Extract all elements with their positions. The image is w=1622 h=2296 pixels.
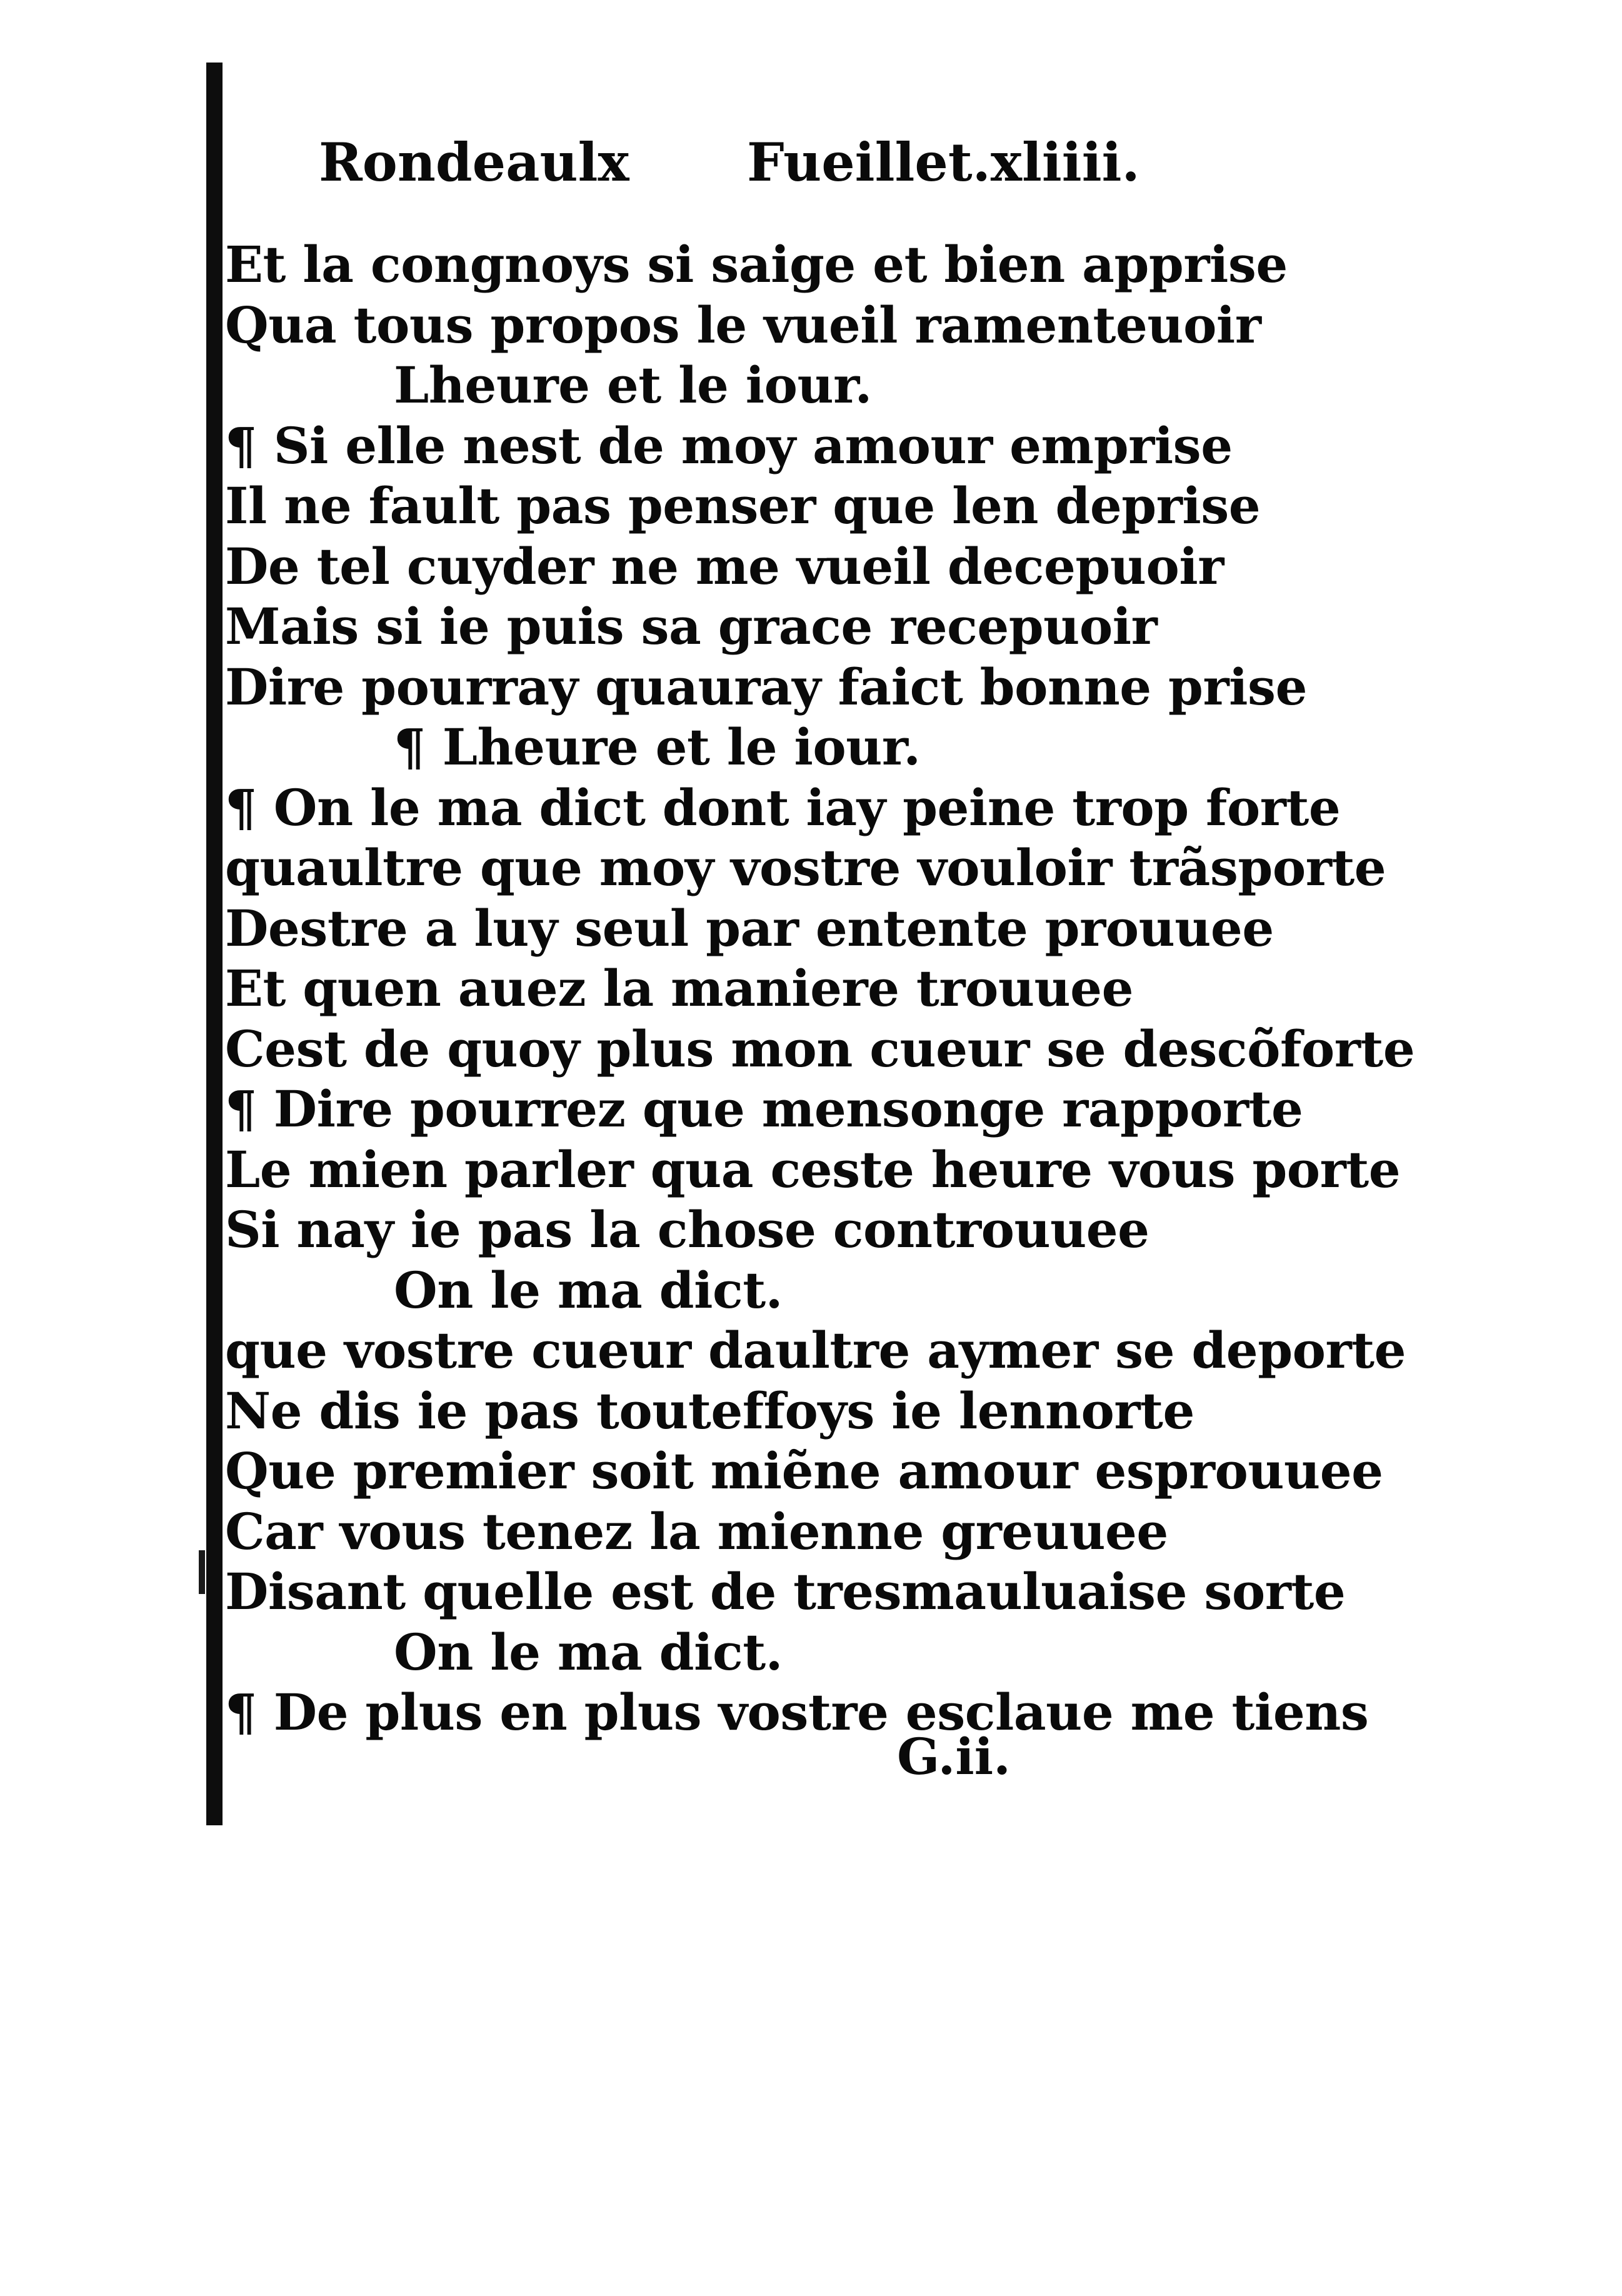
verse-line: Qua tous propos le vueil ramenteuoir [225,295,1261,354]
verse-line: Et quen auez la maniere trouuee [225,959,1133,1018]
verse-refrain: On le ma dict. [394,1622,783,1682]
verse-line: De tel cuyder ne me vueil decepuoir [225,536,1224,596]
verse-refrain: On le ma dict. [394,1260,783,1320]
verse-line: ¶ De plus en plus vostre esclaue me tiens [225,1683,1369,1742]
verse-refrain: Lheure et le iour. [394,356,872,414]
verse-line: quaultre que moy vostre vouloir trãsporte [225,838,1386,897]
verse-line: ¶ Dire pourrez que mensonge rapporte [225,1080,1303,1138]
verse-line: ¶ Si elle nest de moy amour emprise [225,416,1233,475]
binding-edge-rule [206,63,223,1825]
verse-line: Si nay ie pas la chose controuuee [225,1200,1149,1259]
signature-mark: G.ii. [897,1727,1011,1786]
verse-line: Il ne fault pas penser que len deprise [225,476,1261,535]
verse-line: Cest de quoy plus mon cueur se descõforte [225,1019,1415,1078]
verse-line: que vostre cueur daultre aymer se deporte [225,1321,1406,1380]
verse-refrain: ¶ Lheure et le iour. [394,718,921,776]
verse-line: Et la congnoys si saige et bien apprise [225,235,1288,294]
verse-text [225,234,1415,1743]
verse-line: Disant quelle est de tresmauluaise sorte [225,1562,1346,1621]
verse-line: Ne dis ie pas touteffoys ie lennorte [225,1381,1194,1440]
verse-line: Dire pourray quauray faict bonne prise [225,657,1307,716]
verse-line: ¶ On le ma dict dont iay peine trop forte [225,778,1341,837]
running-head-title: Rondeaulx [319,131,629,193]
verse-line: Destre a luy seul par entente prouuee [225,898,1274,958]
margin-mark [199,1550,205,1594]
verse-line: Que premier soit miẽne amour esprouuee [225,1441,1383,1500]
verse-line: Le mien parler qua ceste heure vous porte [225,1140,1401,1199]
verse-line: Car vous tenez la mienne greuuee [225,1501,1168,1561]
verse-line: Mais si ie puis sa grace recepuoir [225,597,1158,656]
folio-number: Fueillet.xliiii. [747,131,1140,193]
